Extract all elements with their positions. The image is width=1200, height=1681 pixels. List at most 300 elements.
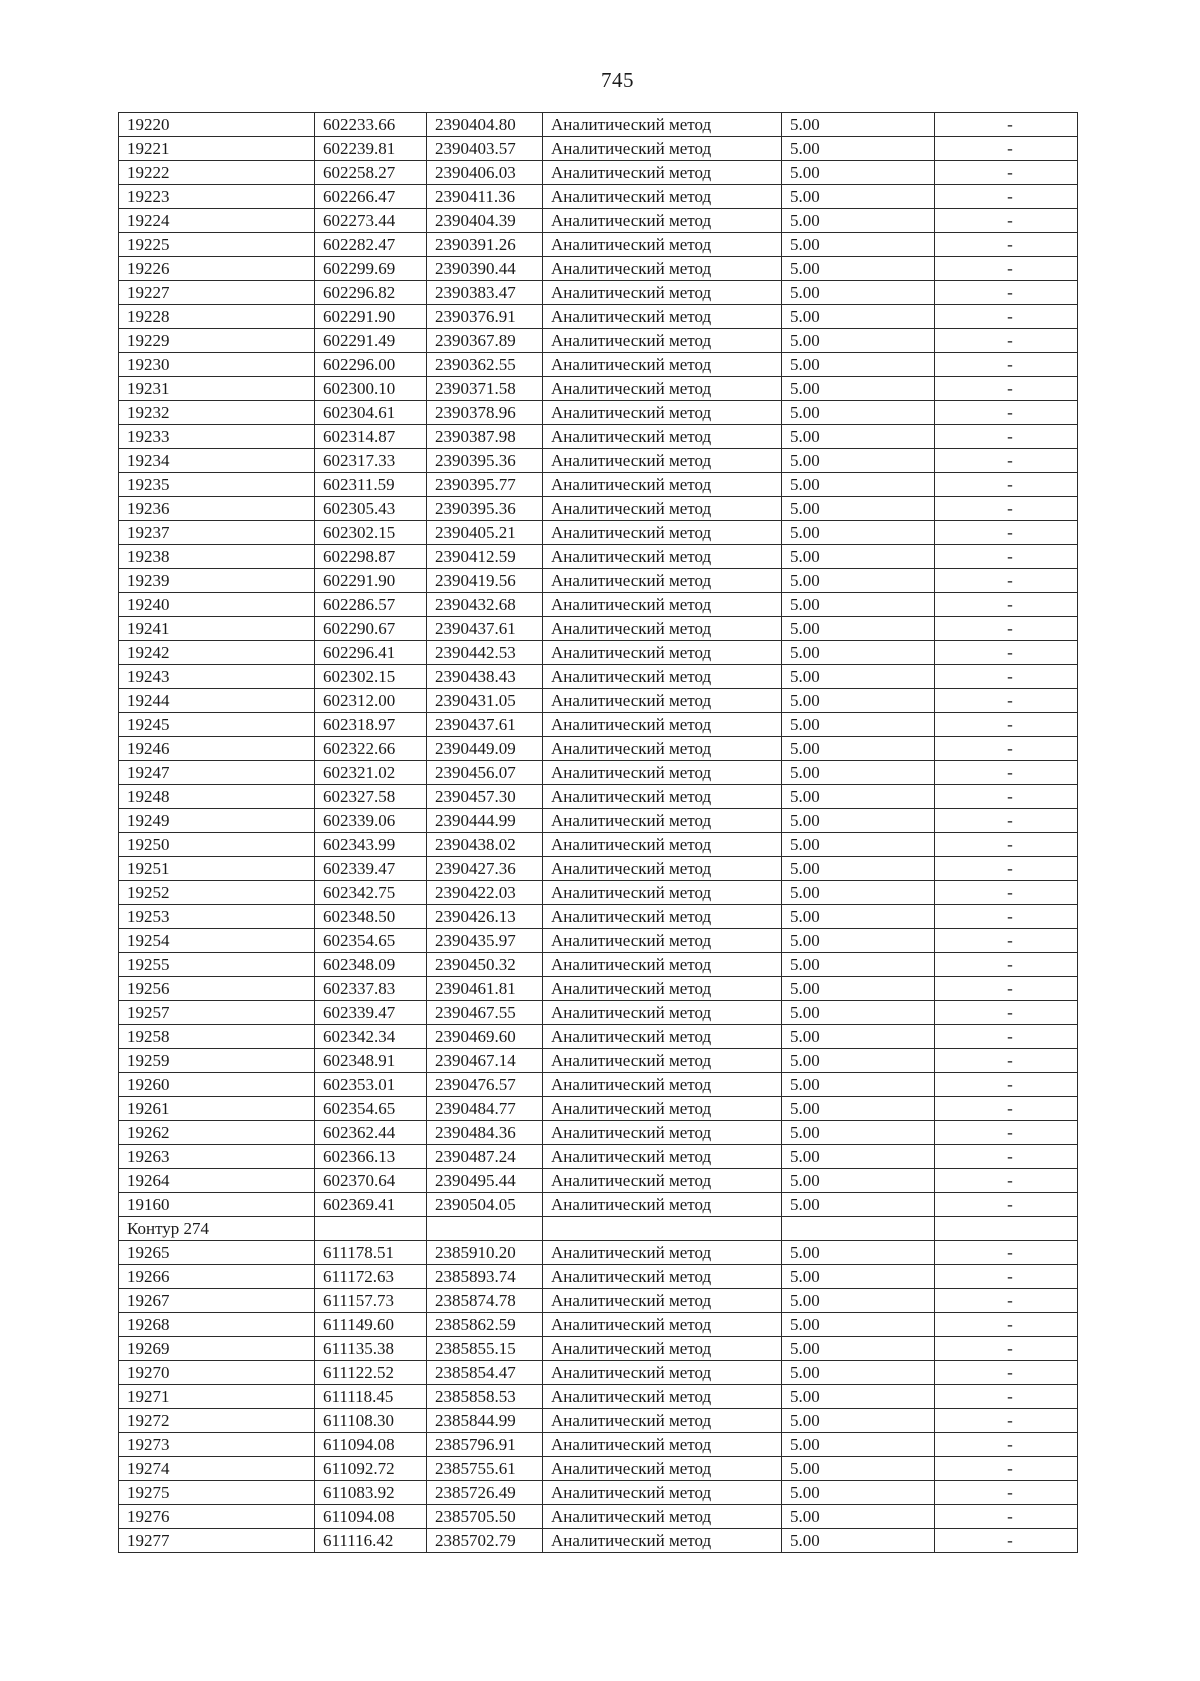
note-cell: -: [935, 449, 1078, 473]
y-coordinate-cell: 2390438.43: [427, 665, 543, 689]
point-id-cell: 19220: [119, 113, 315, 137]
note-cell: -: [935, 257, 1078, 281]
x-coordinate-cell: 602317.33: [315, 449, 427, 473]
y-coordinate-cell: 2390404.80: [427, 113, 543, 137]
table-row: [119, 1121, 1078, 1145]
accuracy-cell: 5.00: [782, 209, 935, 233]
point-id-cell: 19222: [119, 161, 315, 185]
point-id-cell: 19234: [119, 449, 315, 473]
x-coordinate-cell: 602290.67: [315, 617, 427, 641]
note-cell: -: [935, 1001, 1078, 1025]
x-coordinate-cell: 602339.47: [315, 1001, 427, 1025]
point-id-cell: 19238: [119, 545, 315, 569]
y-coordinate-cell: 2390461.81: [427, 977, 543, 1001]
x-coordinate-cell: 602291.49: [315, 329, 427, 353]
note-cell: -: [935, 689, 1078, 713]
note-cell: -: [935, 1025, 1078, 1049]
x-coordinate-cell: 611094.08: [315, 1433, 427, 1457]
note-cell: -: [935, 665, 1078, 689]
accuracy-cell: 5.00: [782, 1049, 935, 1073]
x-coordinate-cell: 602342.34: [315, 1025, 427, 1049]
contour-header-row: [119, 1217, 1078, 1241]
coordinates-table: [118, 112, 1078, 1553]
x-coordinate-cell: 602362.44: [315, 1121, 427, 1145]
note-cell: -: [935, 1529, 1078, 1553]
x-coordinate-cell: 611172.63: [315, 1265, 427, 1289]
coordinates-table-body: [119, 113, 1078, 1553]
note-cell: -: [935, 185, 1078, 209]
method-cell: Аналитический метод: [543, 257, 782, 281]
point-id-cell: 19259: [119, 1049, 315, 1073]
method-cell: Аналитический метод: [543, 1241, 782, 1265]
y-coordinate-cell: 2390487.24: [427, 1145, 543, 1169]
method-cell: Аналитический метод: [543, 497, 782, 521]
accuracy-cell: 5.00: [782, 953, 935, 977]
accuracy-cell: 5.00: [782, 185, 935, 209]
y-coordinate-cell: 2390495.44: [427, 1169, 543, 1193]
note-cell: -: [935, 329, 1078, 353]
note-cell: -: [935, 785, 1078, 809]
y-coordinate-cell: 2390404.39: [427, 209, 543, 233]
point-id-cell: 19239: [119, 569, 315, 593]
method-cell: Аналитический метод: [543, 713, 782, 737]
note-cell: -: [935, 1289, 1078, 1313]
note-cell: -: [935, 713, 1078, 737]
y-coordinate-cell: 2390412.59: [427, 545, 543, 569]
accuracy-cell: 5.00: [782, 137, 935, 161]
table-row: [119, 785, 1078, 809]
y-coordinate-cell: 2385858.53: [427, 1385, 543, 1409]
point-id-cell: 19230: [119, 353, 315, 377]
table-row: [119, 641, 1078, 665]
note-cell: -: [935, 905, 1078, 929]
table-row: [119, 473, 1078, 497]
y-coordinate-cell: 2390371.58: [427, 377, 543, 401]
point-id-cell: 19245: [119, 713, 315, 737]
table-row: [119, 569, 1078, 593]
y-coordinate-cell: 2390390.44: [427, 257, 543, 281]
point-id-cell: 19221: [119, 137, 315, 161]
table-row: [119, 1337, 1078, 1361]
method-cell: Аналитический метод: [543, 1313, 782, 1337]
y-coordinate-cell: 2390403.57: [427, 137, 543, 161]
method-cell: Аналитический метод: [543, 881, 782, 905]
note-cell: -: [935, 425, 1078, 449]
note-cell: -: [935, 377, 1078, 401]
y-coordinate-cell: 2385862.59: [427, 1313, 543, 1337]
method-cell: Аналитический метод: [543, 353, 782, 377]
x-coordinate-cell: 611157.73: [315, 1289, 427, 1313]
x-coordinate-cell: 611094.08: [315, 1505, 427, 1529]
table-row: [119, 1457, 1078, 1481]
accuracy-cell: 5.00: [782, 521, 935, 545]
method-cell: Аналитический метод: [543, 833, 782, 857]
y-coordinate-cell: 2385855.15: [427, 1337, 543, 1361]
table-row: [119, 209, 1078, 233]
method-cell: Аналитический метод: [543, 1385, 782, 1409]
note-cell: -: [935, 1409, 1078, 1433]
table-row: [119, 161, 1078, 185]
note-cell: -: [935, 737, 1078, 761]
x-coordinate-cell: 602369.41: [315, 1193, 427, 1217]
x-coordinate-cell: 611083.92: [315, 1481, 427, 1505]
point-id-cell: 19233: [119, 425, 315, 449]
note-cell: -: [935, 977, 1078, 1001]
table-row: [119, 1505, 1078, 1529]
y-coordinate-cell: 2390362.55: [427, 353, 543, 377]
x-coordinate-cell: 602304.61: [315, 401, 427, 425]
accuracy-cell: 5.00: [782, 593, 935, 617]
accuracy-cell: 5.00: [782, 1241, 935, 1265]
accuracy-cell: 5.00: [782, 905, 935, 929]
table-row: [119, 545, 1078, 569]
point-id-cell: 19274: [119, 1457, 315, 1481]
y-coordinate-cell: 2385893.74: [427, 1265, 543, 1289]
accuracy-cell: 5.00: [782, 665, 935, 689]
accuracy-cell: 5.00: [782, 977, 935, 1001]
point-id-cell: 19273: [119, 1433, 315, 1457]
point-id-cell: 19263: [119, 1145, 315, 1169]
point-id-cell: 19277: [119, 1529, 315, 1553]
y-coordinate-cell: 2390484.36: [427, 1121, 543, 1145]
note-cell: -: [935, 233, 1078, 257]
note-cell: -: [935, 881, 1078, 905]
point-id-cell: 19247: [119, 761, 315, 785]
point-id-cell: 19232: [119, 401, 315, 425]
accuracy-cell: 5.00: [782, 1025, 935, 1049]
note-cell: -: [935, 1313, 1078, 1337]
x-coordinate-cell: 602327.58: [315, 785, 427, 809]
point-id-cell: 19225: [119, 233, 315, 257]
point-id-cell: 19269: [119, 1337, 315, 1361]
table-row: [119, 1241, 1078, 1265]
note-cell: -: [935, 809, 1078, 833]
method-cell: Аналитический метод: [543, 1457, 782, 1481]
y-coordinate-cell: 2390395.36: [427, 497, 543, 521]
point-id-cell: 19260: [119, 1073, 315, 1097]
x-coordinate-cell: 602286.57: [315, 593, 427, 617]
accuracy-cell: 5.00: [782, 545, 935, 569]
x-coordinate-cell: 602296.00: [315, 353, 427, 377]
table-row: [119, 1313, 1078, 1337]
note-cell: -: [935, 113, 1078, 137]
note-cell: -: [935, 401, 1078, 425]
y-coordinate-cell: 2390467.14: [427, 1049, 543, 1073]
y-coordinate-cell: 2385796.91: [427, 1433, 543, 1457]
accuracy-cell: 5.00: [782, 257, 935, 281]
x-coordinate-cell: 602266.47: [315, 185, 427, 209]
y-coordinate-cell: 2390411.36: [427, 185, 543, 209]
x-coordinate-cell: 602273.44: [315, 209, 427, 233]
method-cell: Аналитический метод: [543, 521, 782, 545]
table-row: [119, 521, 1078, 545]
method-cell: Аналитический метод: [543, 401, 782, 425]
empty-cell: [315, 1217, 427, 1241]
x-coordinate-cell: 611149.60: [315, 1313, 427, 1337]
empty-cell: [543, 1217, 782, 1241]
y-coordinate-cell: 2385910.20: [427, 1241, 543, 1265]
method-cell: Аналитический метод: [543, 641, 782, 665]
y-coordinate-cell: 2390437.61: [427, 617, 543, 641]
point-id-cell: 19160: [119, 1193, 315, 1217]
x-coordinate-cell: 611135.38: [315, 1337, 427, 1361]
accuracy-cell: 5.00: [782, 161, 935, 185]
point-id-cell: 19271: [119, 1385, 315, 1409]
accuracy-cell: 5.00: [782, 425, 935, 449]
point-id-cell: 19244: [119, 689, 315, 713]
y-coordinate-cell: 2390457.30: [427, 785, 543, 809]
accuracy-cell: 5.00: [782, 689, 935, 713]
x-coordinate-cell: 602348.91: [315, 1049, 427, 1073]
accuracy-cell: 5.00: [782, 737, 935, 761]
point-id-cell: 19224: [119, 209, 315, 233]
method-cell: Аналитический метод: [543, 569, 782, 593]
x-coordinate-cell: 611108.30: [315, 1409, 427, 1433]
table-row: [119, 953, 1078, 977]
method-cell: Аналитический метод: [543, 473, 782, 497]
table-row: [119, 977, 1078, 1001]
accuracy-cell: 5.00: [782, 377, 935, 401]
x-coordinate-cell: 602339.47: [315, 857, 427, 881]
empty-cell: [427, 1217, 543, 1241]
table-row: [119, 1529, 1078, 1553]
point-id-cell: 19228: [119, 305, 315, 329]
method-cell: Аналитический метод: [543, 1361, 782, 1385]
table-row: [119, 401, 1078, 425]
table-row: [119, 1169, 1078, 1193]
x-coordinate-cell: 602348.50: [315, 905, 427, 929]
table-row: [119, 1385, 1078, 1409]
note-cell: -: [935, 1049, 1078, 1073]
point-id-cell: 19231: [119, 377, 315, 401]
x-coordinate-cell: 602291.90: [315, 569, 427, 593]
accuracy-cell: 5.00: [782, 1001, 935, 1025]
accuracy-cell: 5.00: [782, 1529, 935, 1553]
note-cell: -: [935, 593, 1078, 617]
x-coordinate-cell: 602354.65: [315, 929, 427, 953]
table-row: [119, 1145, 1078, 1169]
accuracy-cell: 5.00: [782, 1337, 935, 1361]
point-id-cell: 19237: [119, 521, 315, 545]
x-coordinate-cell: 611122.52: [315, 1361, 427, 1385]
accuracy-cell: 5.00: [782, 1409, 935, 1433]
table-row: [119, 449, 1078, 473]
note-cell: -: [935, 473, 1078, 497]
method-cell: Аналитический метод: [543, 1097, 782, 1121]
accuracy-cell: 5.00: [782, 809, 935, 833]
accuracy-cell: 5.00: [782, 785, 935, 809]
accuracy-cell: 5.00: [782, 569, 935, 593]
x-coordinate-cell: 602339.06: [315, 809, 427, 833]
note-cell: -: [935, 1505, 1078, 1529]
accuracy-cell: 5.00: [782, 929, 935, 953]
table-row: [119, 1049, 1078, 1073]
accuracy-cell: 5.00: [782, 473, 935, 497]
accuracy-cell: 5.00: [782, 1313, 935, 1337]
note-cell: -: [935, 1265, 1078, 1289]
table-row: [119, 1097, 1078, 1121]
y-coordinate-cell: 2390437.61: [427, 713, 543, 737]
note-cell: -: [935, 641, 1078, 665]
x-coordinate-cell: 602370.64: [315, 1169, 427, 1193]
method-cell: Аналитический метод: [543, 233, 782, 257]
point-id-cell: 19249: [119, 809, 315, 833]
note-cell: -: [935, 353, 1078, 377]
point-id-cell: 19270: [119, 1361, 315, 1385]
point-id-cell: 19250: [119, 833, 315, 857]
accuracy-cell: 5.00: [782, 329, 935, 353]
x-coordinate-cell: 602296.82: [315, 281, 427, 305]
note-cell: -: [935, 1121, 1078, 1145]
table-row: [119, 233, 1078, 257]
table-row: [119, 593, 1078, 617]
note-cell: -: [935, 209, 1078, 233]
table-row: [119, 257, 1078, 281]
y-coordinate-cell: 2390431.05: [427, 689, 543, 713]
method-cell: Аналитический метод: [543, 1265, 782, 1289]
note-cell: -: [935, 833, 1078, 857]
note-cell: -: [935, 929, 1078, 953]
table-row: [119, 1433, 1078, 1457]
method-cell: Аналитический метод: [543, 329, 782, 353]
accuracy-cell: 5.00: [782, 1505, 935, 1529]
note-cell: -: [935, 1337, 1078, 1361]
method-cell: Аналитический метод: [543, 1289, 782, 1313]
accuracy-cell: 5.00: [782, 1265, 935, 1289]
note-cell: -: [935, 569, 1078, 593]
empty-cell: [782, 1217, 935, 1241]
note-cell: -: [935, 1457, 1078, 1481]
accuracy-cell: 5.00: [782, 1073, 935, 1097]
point-id-cell: 19242: [119, 641, 315, 665]
method-cell: Аналитический метод: [543, 1193, 782, 1217]
method-cell: Аналитический метод: [543, 929, 782, 953]
x-coordinate-cell: 602322.66: [315, 737, 427, 761]
point-id-cell: 19257: [119, 1001, 315, 1025]
method-cell: Аналитический метод: [543, 1409, 782, 1433]
note-cell: -: [935, 953, 1078, 977]
x-coordinate-cell: 602321.02: [315, 761, 427, 785]
table-row: [119, 737, 1078, 761]
y-coordinate-cell: 2385854.47: [427, 1361, 543, 1385]
note-cell: -: [935, 1241, 1078, 1265]
x-coordinate-cell: 602302.15: [315, 521, 427, 545]
method-cell: Аналитический метод: [543, 281, 782, 305]
table-row: [119, 857, 1078, 881]
x-coordinate-cell: 611178.51: [315, 1241, 427, 1265]
point-id-cell: 19262: [119, 1121, 315, 1145]
note-cell: -: [935, 1385, 1078, 1409]
y-coordinate-cell: 2390383.47: [427, 281, 543, 305]
table-row: [119, 761, 1078, 785]
x-coordinate-cell: 611118.45: [315, 1385, 427, 1409]
method-cell: Аналитический метод: [543, 1433, 782, 1457]
point-id-cell: 19235: [119, 473, 315, 497]
table-row: [119, 905, 1078, 929]
table-row: [119, 689, 1078, 713]
note-cell: -: [935, 1481, 1078, 1505]
note-cell: -: [935, 1169, 1078, 1193]
point-id-cell: 19229: [119, 329, 315, 353]
y-coordinate-cell: 2390426.13: [427, 905, 543, 929]
x-coordinate-cell: 602302.15: [315, 665, 427, 689]
x-coordinate-cell: 602366.13: [315, 1145, 427, 1169]
x-coordinate-cell: 602291.90: [315, 305, 427, 329]
y-coordinate-cell: 2390419.56: [427, 569, 543, 593]
accuracy-cell: 5.00: [782, 881, 935, 905]
point-id-cell: 19226: [119, 257, 315, 281]
table-row: [119, 1073, 1078, 1097]
table-row: [119, 929, 1078, 953]
y-coordinate-cell: 2390449.09: [427, 737, 543, 761]
note-cell: -: [935, 137, 1078, 161]
accuracy-cell: 5.00: [782, 833, 935, 857]
note-cell: -: [935, 161, 1078, 185]
method-cell: Аналитический метод: [543, 665, 782, 689]
point-id-cell: 19275: [119, 1481, 315, 1505]
table-row: [119, 137, 1078, 161]
method-cell: Аналитический метод: [543, 185, 782, 209]
table-row: [119, 281, 1078, 305]
y-coordinate-cell: 2390456.07: [427, 761, 543, 785]
table-row: [119, 305, 1078, 329]
y-coordinate-cell: 2390476.57: [427, 1073, 543, 1097]
accuracy-cell: 5.00: [782, 617, 935, 641]
accuracy-cell: 5.00: [782, 1193, 935, 1217]
point-id-cell: 19258: [119, 1025, 315, 1049]
x-coordinate-cell: 602314.87: [315, 425, 427, 449]
x-coordinate-cell: 602300.10: [315, 377, 427, 401]
x-coordinate-cell: 602298.87: [315, 545, 427, 569]
point-id-cell: 19256: [119, 977, 315, 1001]
note-cell: -: [935, 521, 1078, 545]
method-cell: Аналитический метод: [543, 1145, 782, 1169]
method-cell: Аналитический метод: [543, 977, 782, 1001]
x-coordinate-cell: 602312.00: [315, 689, 427, 713]
table-row: [119, 1481, 1078, 1505]
point-id-cell: 19255: [119, 953, 315, 977]
method-cell: Аналитический метод: [543, 1169, 782, 1193]
method-cell: Аналитический метод: [543, 377, 782, 401]
table-row: [119, 1025, 1078, 1049]
point-id-cell: 19252: [119, 881, 315, 905]
note-cell: -: [935, 281, 1078, 305]
x-coordinate-cell: 602311.59: [315, 473, 427, 497]
y-coordinate-cell: 2390395.36: [427, 449, 543, 473]
x-coordinate-cell: 602296.41: [315, 641, 427, 665]
x-coordinate-cell: 602282.47: [315, 233, 427, 257]
method-cell: Аналитический метод: [543, 857, 782, 881]
x-coordinate-cell: 602337.83: [315, 977, 427, 1001]
accuracy-cell: 5.00: [782, 401, 935, 425]
y-coordinate-cell: 2390391.26: [427, 233, 543, 257]
note-cell: -: [935, 1361, 1078, 1385]
method-cell: Аналитический метод: [543, 953, 782, 977]
point-id-cell: 19241: [119, 617, 315, 641]
method-cell: Аналитический метод: [543, 1121, 782, 1145]
table-row: [119, 377, 1078, 401]
y-coordinate-cell: 2385702.79: [427, 1529, 543, 1553]
method-cell: Аналитический метод: [543, 137, 782, 161]
y-coordinate-cell: 2390395.77: [427, 473, 543, 497]
accuracy-cell: 5.00: [782, 1121, 935, 1145]
method-cell: Аналитический метод: [543, 593, 782, 617]
accuracy-cell: 5.00: [782, 641, 935, 665]
point-id-cell: 19264: [119, 1169, 315, 1193]
x-coordinate-cell: 602343.99: [315, 833, 427, 857]
method-cell: Аналитический метод: [543, 449, 782, 473]
method-cell: Аналитический метод: [543, 761, 782, 785]
